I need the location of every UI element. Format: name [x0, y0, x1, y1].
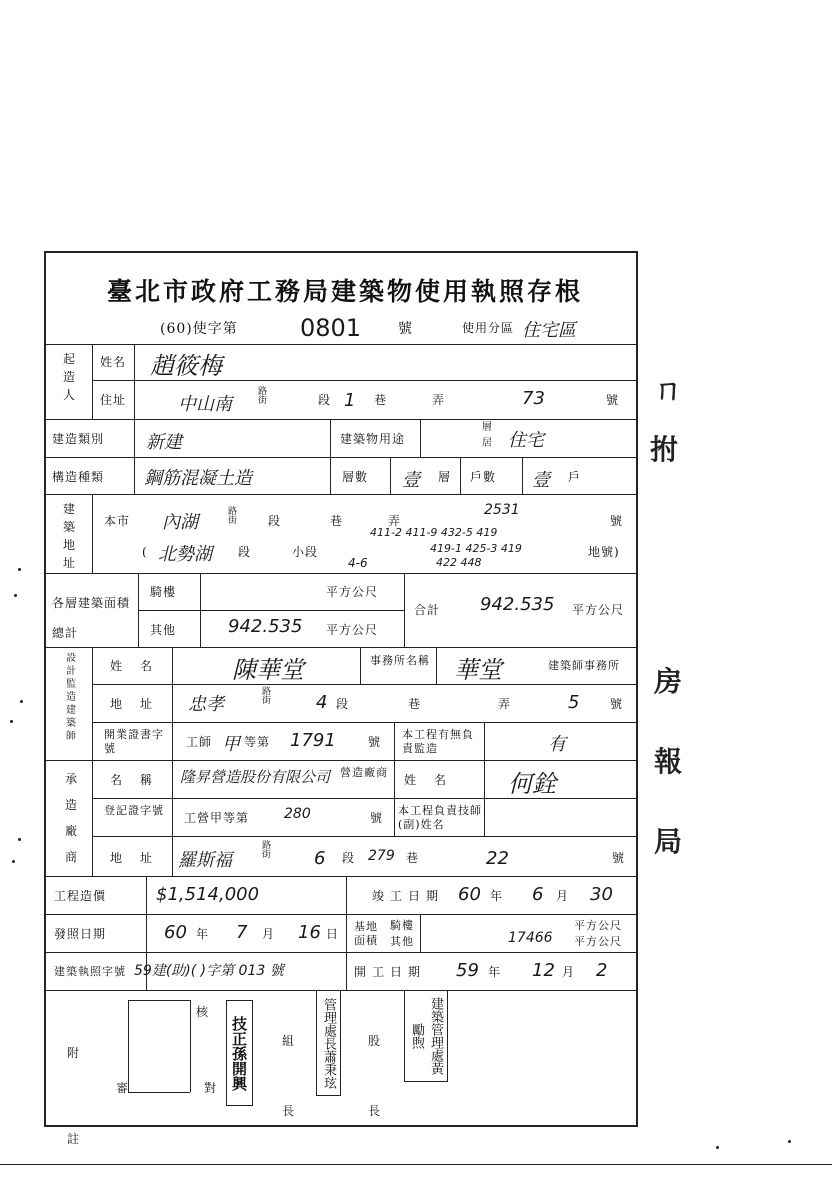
build-type-label: 建造類別: [52, 432, 105, 446]
contractor-address-label: 地址: [110, 851, 171, 865]
completion-month-unit: 月: [556, 889, 570, 903]
site-lots-line1: 411-2 411-9 432-5 419: [370, 526, 498, 539]
issue-day-unit: 日: [326, 927, 340, 941]
cost-value: $1,514,000: [156, 884, 260, 905]
contractor-section-label: 段: [342, 851, 356, 865]
site-lot-extra: 2531: [484, 502, 520, 518]
site-lots-line2: 419-1 425-3 419: [430, 542, 522, 555]
site-road-label: 路街: [228, 507, 239, 526]
page-title: 臺北市政府工務局建築物使用執照存根: [106, 277, 583, 306]
cost-label: 工程造價: [54, 889, 107, 903]
contractor-reg-label: 登記證字號: [104, 804, 164, 817]
site-lot-prefix: (: [142, 545, 148, 559]
start-year: 59: [456, 960, 479, 981]
contractor-group-label: 承造廠商: [64, 772, 77, 864]
issue-month-unit: 月: [262, 927, 276, 941]
contractor-reg-no: 280: [284, 806, 311, 822]
designer-address: 忠孝: [188, 694, 224, 715]
base-unit-2: 平方公尺: [574, 935, 622, 948]
area-other-label: 其他: [150, 623, 177, 637]
permit-ref-label: 建築執照字號: [54, 965, 126, 978]
floors-label: 層數: [342, 470, 369, 484]
contractor-road-label: 路街: [262, 841, 273, 860]
designer-license-label: 開業證書字號: [104, 728, 164, 755]
build-use-label: 建築物用途: [340, 432, 406, 446]
area-unit-2: 平方公尺: [326, 623, 379, 637]
floors-unit: 層: [438, 470, 452, 484]
start-label: 開工日期: [354, 965, 427, 979]
contractor-person-label: 姓名: [404, 773, 465, 787]
applicant-alley: 73: [522, 388, 545, 409]
base-area-label: 基地面積: [354, 920, 378, 947]
applicant-no-label: 號: [606, 393, 620, 407]
designer-name: 陳華堂: [232, 656, 304, 684]
completion-label: 竣工日期: [372, 889, 445, 903]
designer-group-label: 設計監造建築師: [66, 653, 76, 742]
designer-responsible-label: 本工程有無負責監造: [402, 728, 474, 755]
footer-approve4: 組長: [282, 1034, 296, 1118]
applicant-road-label: 路街: [258, 387, 269, 406]
designer-no: 5: [568, 692, 580, 713]
contractor-section: 6: [314, 848, 326, 869]
build-use-unit: 層居: [482, 422, 493, 449]
applicant-name: 趙筱梅: [150, 352, 222, 380]
site-section-label: 段: [268, 514, 282, 528]
footer-attach-label: 附註: [66, 1046, 79, 1146]
contractor-no: 22: [486, 848, 509, 869]
contractor-name-label: 名稱: [110, 773, 171, 787]
site-sub: 4-6: [348, 556, 368, 570]
structure-label: 構造種類: [52, 470, 105, 484]
base-other-label: 其他: [390, 935, 414, 948]
completion-year-unit: 年: [490, 889, 504, 903]
issue-year: 60: [164, 922, 187, 943]
permit-no-prefix: (60)使字第: [160, 321, 238, 337]
stamp-3: 建築管理處黃勵煦: [404, 990, 448, 1082]
footer-approve3: 對: [204, 1081, 218, 1095]
contractor-reg-prefix: 工營甲等第: [184, 811, 250, 825]
area-other-value: 942.535: [228, 616, 303, 637]
issue-label: 發照日期: [54, 927, 107, 941]
area-total-unit: 平方公尺: [572, 603, 625, 617]
footer-approve2: 核: [196, 1005, 210, 1019]
contractor-factory-label: 營造廠商: [340, 766, 388, 779]
completion-year: 60: [458, 884, 481, 905]
site-road: 內湖: [162, 512, 198, 533]
designer-section: 4: [316, 692, 328, 713]
designer-name-label: 姓名: [110, 659, 171, 673]
site-no-label: 號: [610, 514, 624, 528]
site-city: 本市: [104, 514, 131, 528]
zone-label: 使用分區: [462, 321, 515, 335]
completion-day: 30: [590, 884, 613, 905]
contractor-lane-label: 巷: [406, 851, 420, 865]
site-lot-suffix: 地號): [588, 545, 620, 559]
site-district-label: 段: [238, 545, 252, 559]
applicant-section-label: 段: [318, 393, 332, 407]
designer-office-label: 事務所名稱: [370, 654, 430, 667]
designer-road-label: 路街: [262, 687, 273, 706]
units-value: 壹: [532, 470, 550, 491]
footer-approve1: 審: [116, 1081, 130, 1095]
base-arcade-label: 騎樓: [390, 919, 414, 932]
units-unit: 戶: [568, 470, 582, 484]
zone-value: 住宅區: [522, 320, 576, 341]
area-total-label: 合計: [414, 603, 441, 617]
issue-day: 16: [298, 922, 321, 943]
start-year-unit: 年: [488, 965, 502, 979]
stamp-2: 管理處長蕭秉玹: [316, 990, 341, 1096]
permit-ref-value: 59建(助)( )字第 013 號: [134, 963, 284, 979]
applicant-lane-label: 巷: [374, 393, 388, 407]
area-group-label: 各層建築面積總計: [52, 596, 131, 640]
designer-license-prefix: 工師: [186, 735, 213, 749]
permit-no-suffix: 號: [398, 321, 413, 337]
designer-office: 華堂: [454, 656, 502, 684]
contractor-no-label: 號: [612, 851, 626, 865]
applicant-address-label: 住址: [100, 393, 127, 407]
designer-address-label: 地址: [110, 697, 171, 711]
stamp-1: 技正孫開興: [226, 1000, 253, 1106]
area-arcade-label: 騎樓: [150, 585, 177, 599]
contractor-address: 羅斯福: [178, 850, 232, 871]
applicant-lane: 1: [344, 390, 356, 411]
floors-value: 壹: [402, 470, 420, 491]
area-total-value: 942.535: [480, 594, 555, 615]
contractor-name: 隆昇營造股份有限公司: [180, 768, 331, 786]
site-district: 北勢湖: [158, 544, 212, 565]
designer-responsible: 有: [548, 734, 566, 755]
designer-license-grade: 甲: [222, 734, 240, 755]
designer-alley-label: 弄: [498, 697, 512, 711]
designer-no-label: 號: [610, 697, 624, 711]
start-month: 12: [532, 960, 555, 981]
footer-approve5: 股長: [368, 1034, 382, 1118]
contractor-tech-label: 本工程負責技師(副)姓名: [398, 804, 482, 831]
site-lots-line3: 422 448: [436, 556, 482, 569]
designer-license-suffix: 號: [368, 735, 382, 749]
start-month-unit: 月: [562, 965, 576, 979]
site-group-label: 建築地址: [62, 502, 75, 570]
units-label: 戶數: [470, 470, 497, 484]
contractor-lane: 279: [368, 848, 395, 864]
structure-value: 鋼筋混凝土造: [144, 468, 252, 489]
contractor-person: 何銓: [508, 770, 556, 798]
start-day: 2: [596, 960, 608, 981]
applicant-name-label: 姓名: [100, 355, 127, 369]
completion-month: 6: [532, 884, 544, 905]
designer-license-no: 1791: [290, 730, 336, 751]
issue-year-unit: 年: [196, 927, 210, 941]
site-sub-label: 小段: [292, 545, 319, 559]
designer-lane-label: 巷: [408, 697, 422, 711]
build-use-value: 住宅: [508, 430, 544, 451]
applicant-alley-label: 弄: [432, 393, 446, 407]
base-other-value: 17466: [508, 930, 553, 946]
applicant-address: 中山南: [178, 394, 232, 415]
applicant-group-label: 起造人: [62, 352, 75, 402]
designer-license-mid: 等第: [244, 735, 271, 749]
designer-section-label: 段: [336, 697, 350, 711]
issue-month: 7: [236, 922, 248, 943]
designer-office-suffix: 建築師事務所: [548, 659, 620, 672]
permit-no: 0801: [300, 314, 362, 342]
site-lane-label: 巷: [330, 514, 344, 528]
site-alley-label: 弄: [388, 514, 402, 528]
base-unit-1: 平方公尺: [574, 919, 622, 932]
area-unit-1: 平方公尺: [326, 585, 379, 599]
contractor-reg-suffix: 號: [370, 811, 384, 825]
build-type-value: 新建: [146, 432, 182, 453]
